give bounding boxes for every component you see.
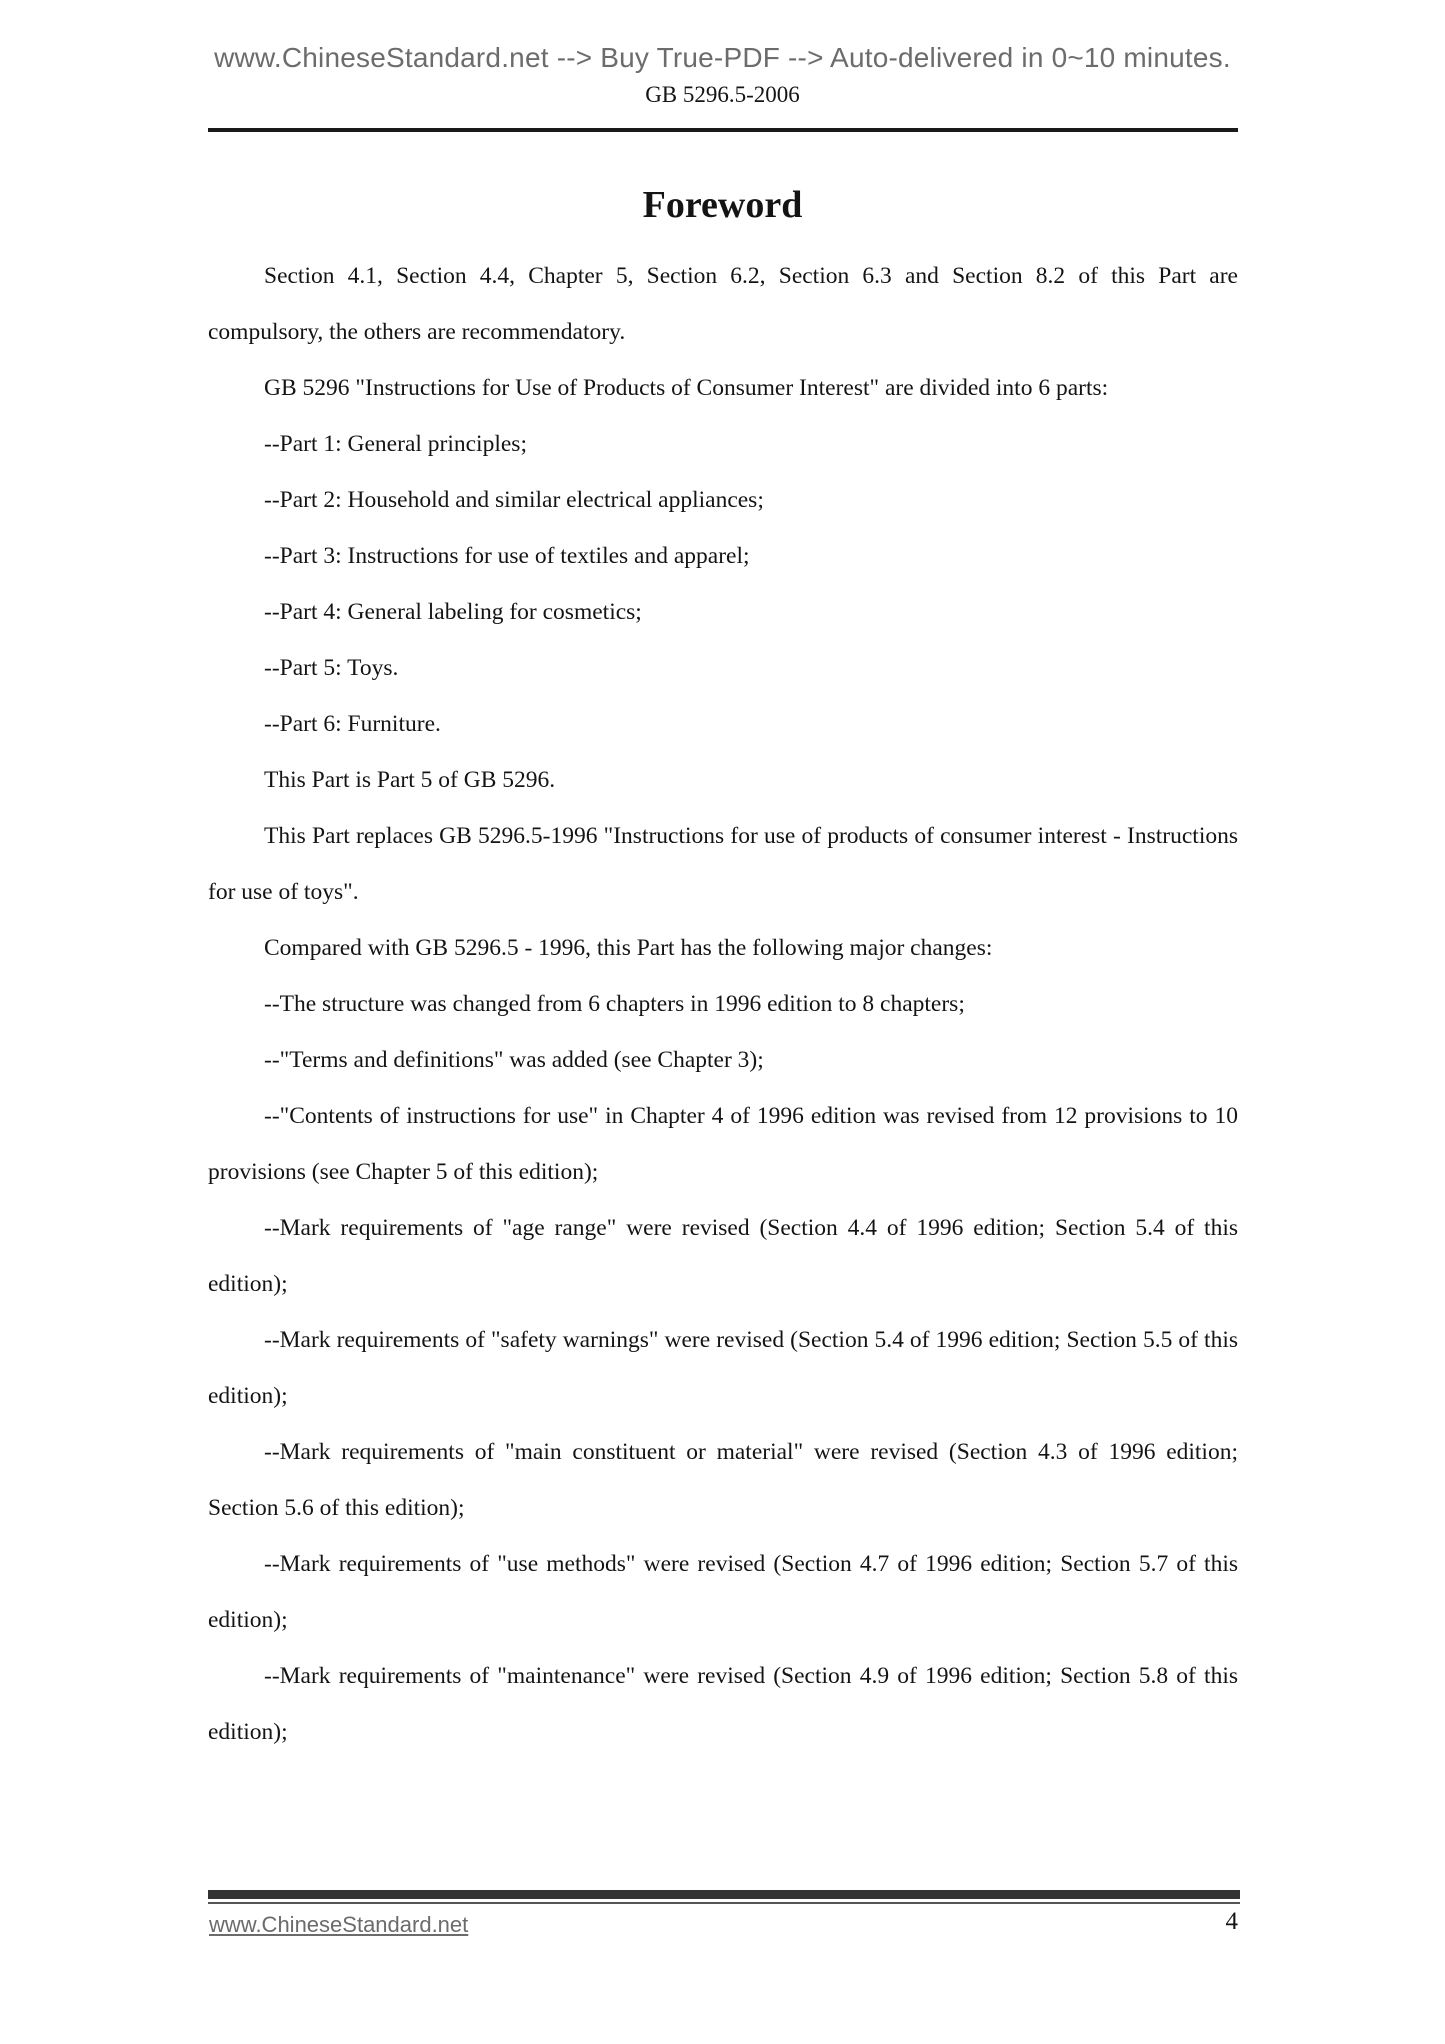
body-paragraph: --Mark requirements of "safety warnings" were revised (Section 5.4 of 1996 edition; Section 5.5 of this edition); (208, 1327, 1238, 1409)
page-title: Foreword (642, 184, 803, 226)
body-paragraph: --Mark requirements of "use methods" were revised (Section 4.7 of 1996 edition; Section 5.7 of this edition); (208, 1551, 1238, 1633)
body-paragraph: Section 4.1, Section 4.4, Chapter 5, Section 6.2, Section 6.3 and Section 8.2 of this Part are compulsory, the others are recommendatory. (208, 263, 1238, 345)
body-paragraph: --"Terms and definitions" was added (see Chapter 3); (264, 1047, 764, 1073)
footer-divider-thin-line (208, 1902, 1240, 1904)
body-paragraph: --Part 3: Instructions for use of textiles and apparel; (264, 543, 750, 569)
footer-divider-bar (208, 1890, 1240, 1899)
body-paragraph: --Part 5: Toys. (264, 655, 399, 681)
body-paragraph: --Mark requirements of "age range" were revised (Section 4.4 of 1996 edition; Section 5.4 of this edition); (208, 1215, 1238, 1297)
body-paragraph: --"Contents of instructions for use" in Chapter 4 of 1996 edition was revised from 12 provisions to 10 provisions (see Chapter 5 of this edition); (208, 1103, 1238, 1185)
body-paragraph: --The structure was changed from 6 chapters in 1996 edition to 8 chapters; (264, 991, 965, 1017)
body-paragraph: --Mark requirements of "main constituent or material" were revised (Section 4.3 of 1996 edition; Section 5.6 of this edition); (208, 1439, 1238, 1521)
document-body (208, 248, 1238, 1760)
body-paragraph: --Part 6: Furniture. (264, 711, 441, 737)
body-paragraph: --Part 4: General labeling for cosmetics; (264, 599, 642, 625)
header-divider-rule (208, 128, 1238, 132)
body-paragraph: --Part 2: Household and similar electrical appliances; (264, 487, 764, 513)
standard-code: GB 5296.5-2006 (645, 82, 800, 107)
promo-banner-text: www.ChineseStandard.net --> Buy True-PDF --> Auto-delivered in 0~10 minutes. (214, 42, 1231, 73)
body-paragraph: This Part is Part 5 of GB 5296. (264, 767, 556, 793)
body-paragraph: This Part replaces GB 5296.5-1996 "Instructions for use of products of consumer interest - Instructions for use of toys". (208, 823, 1238, 905)
body-paragraph: GB 5296 "Instructions for Use of Products of Consumer Interest" are divided into 6 parts: (264, 375, 1109, 401)
body-paragraph: --Mark requirements of "maintenance" were revised (Section 4.9 of 1996 edition; Section 5.8 of this edition); (208, 1663, 1238, 1745)
body-paragraph: --Part 1: General principles; (264, 431, 527, 457)
page-number: 4 (1225, 1908, 1238, 1935)
body-paragraph: Compared with GB 5296.5 - 1996, this Part has the following major changes: (264, 935, 993, 961)
footer-site-link[interactable]: www.ChineseStandard.net (209, 1912, 469, 1937)
